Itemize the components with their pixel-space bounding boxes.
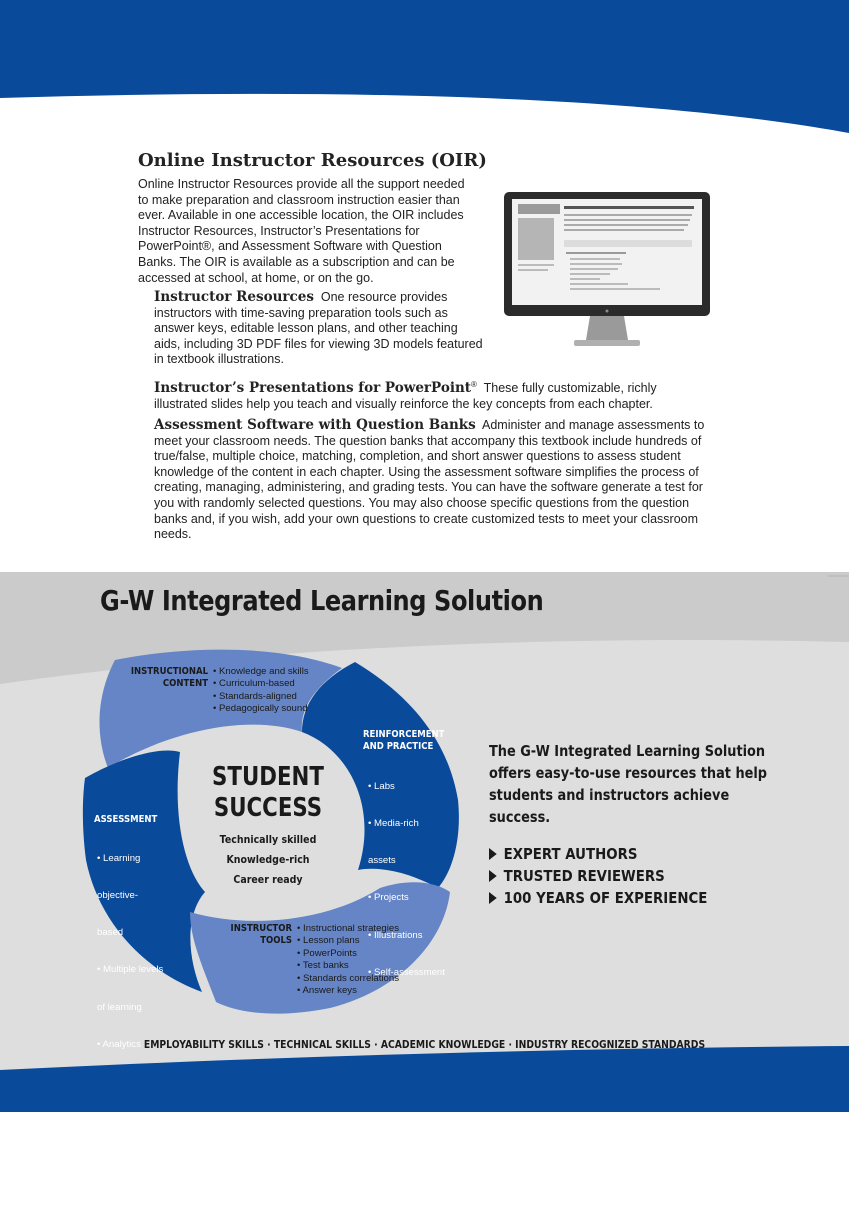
list-item: • Standards-aligned [213,690,297,702]
bullet-text: EXPERT AUTHORS [503,845,638,863]
list-item: based [97,927,124,939]
instructor-resources-text: One resource provides instructors with time-saving preparation tools such as answer keys, editable lesson plans, and other teaching aids, including 3D PDF files for viewing 3D models featured in textbook illustrations. [154,290,483,367]
list-item: • Standards correlations [297,972,400,984]
reinforcement-label [363,729,448,753]
list-item: • Curriculum-based [213,678,295,690]
student-success-qualities [199,830,337,890]
presentations-title: Instructor’s Presentations for PowerPoint [154,380,471,397]
center-line1: STUDENT [212,762,324,792]
bullet-expert-authors [489,845,773,863]
center-sub2: Knowledge-rich [226,853,310,866]
oir-title: Online Instructor Resources (OIR) [138,150,487,171]
list-item: • Learning [97,852,141,864]
center-sub3: Career ready [233,873,303,886]
instructor-resources-title: Instructor Resources [154,289,314,305]
list-item: objective- [97,890,139,902]
bullet-text: TRUSTED REVIEWERS [503,867,665,885]
reinforcement-label-line1: REINFORCEMENT [363,729,445,740]
instructional-content-list [213,666,309,716]
list-item: • Formative [97,1113,146,1125]
presentations-text: These fully customizable, richly illustrated slides help you teach and visually reinforce the key concepts from each chapter. [154,381,657,411]
triangle-bullet-icon [489,848,497,860]
center-line2: SUCCESS [213,793,323,823]
student-success-heading [202,762,333,824]
assessment-list [97,828,163,1213]
list-item: • Media-rich [368,818,419,830]
bullet-100-years [489,889,773,907]
list-item: and summative [97,1150,163,1162]
registered-mark: ® [471,380,477,389]
assessment-software-text: Administer and manage assessments to meet your classroom needs. The question banks that accompany this textbook include hundreds of true/false, multiple choice, matching, completion, and short answer questions to assess student knowledge of the content in each chapter. Using the assessment software simplifies the process of creating, managing, administering, and grading tests. You can have the software generate a test for you with randomly selected questions. You may also choose specific questions from the question banks and, if you wish, add your own questions to create customized tests to meet your classroom needs. [154,418,705,542]
center-sub1: Technically skilled [219,833,317,846]
list-item: • Labs [368,780,395,792]
assessment-software-title: Assessment Software with Question Banks [154,417,476,433]
list-item: • Instructional strategies [297,923,400,934]
list-item: • Answer keys [297,985,357,997]
list-item: • Lesson plans [297,935,360,947]
oir-intro-paragraph: Online Instructor Resources provide all the support needed to make preparation and classroom instruction easier than ever. Available in one accessible location, the OIR includes Instructor Resources, Instructor’s Presentations for PowerPoint®, and Assessment Software with Question Banks. The OIR is available as a subscription and can be accessed at school, at home, or on the go. [138,177,465,285]
list-item: • Self-assessment [368,966,445,978]
monitor-illustration [504,192,710,352]
instructional-content-label-line1: INSTRUCTIONAL [130,666,208,677]
list-item: • Test banks [297,960,349,972]
list-item: assets [368,855,396,867]
list-item: • Projects [368,892,409,904]
list-item: • Analytics [97,1038,141,1050]
triangle-bullet-icon [489,892,497,904]
instructor-tools-label-line1: INSTRUCTOR [230,923,292,934]
gw-tagline: The G-W Integrated Learning Solution offers easy-to-use resources that help students and instructors achieve success. [489,742,768,826]
list-item: • Knowledge and skills [213,666,309,677]
instructor-resources-block [154,290,484,368]
list-item: assessments [97,1187,153,1199]
instructor-tools-label [210,923,292,947]
reinforcement-label-line2: AND PRACTICE [363,741,434,752]
list-item: • PowerPoints [297,947,357,959]
assessment-label: ASSESSMENT [94,814,158,825]
presentations-block [154,377,674,412]
instructional-content-label [126,666,208,690]
top-blue-banner [0,0,849,140]
list-item: • Illustrations [368,929,423,941]
list-item: • Pedagogically sound [213,703,308,715]
instructor-tools-list [297,923,399,997]
assessment-software-block [154,418,714,543]
bullet-text: 100 YEARS OF EXPERIENCE [503,889,708,907]
bullet-trusted-reviewers [489,867,773,885]
gw-title: G-W Integrated Learning Solution [100,584,544,617]
instructor-tools-label-line2: TOOLS [260,935,292,946]
list-item: • Multiple levels [97,964,164,976]
instructional-content-label-line2: CONTENT [162,678,208,689]
list-item: of learning [97,1001,142,1013]
footer-skills-line: EMPLOYABILITY SKILLS · TECHNICAL SKILLS · ACADEMIC KNOWLEDGE · INDUSTRY RECOGNIZED STANDARDS [143,1038,706,1051]
triangle-bullet-icon [489,870,497,882]
